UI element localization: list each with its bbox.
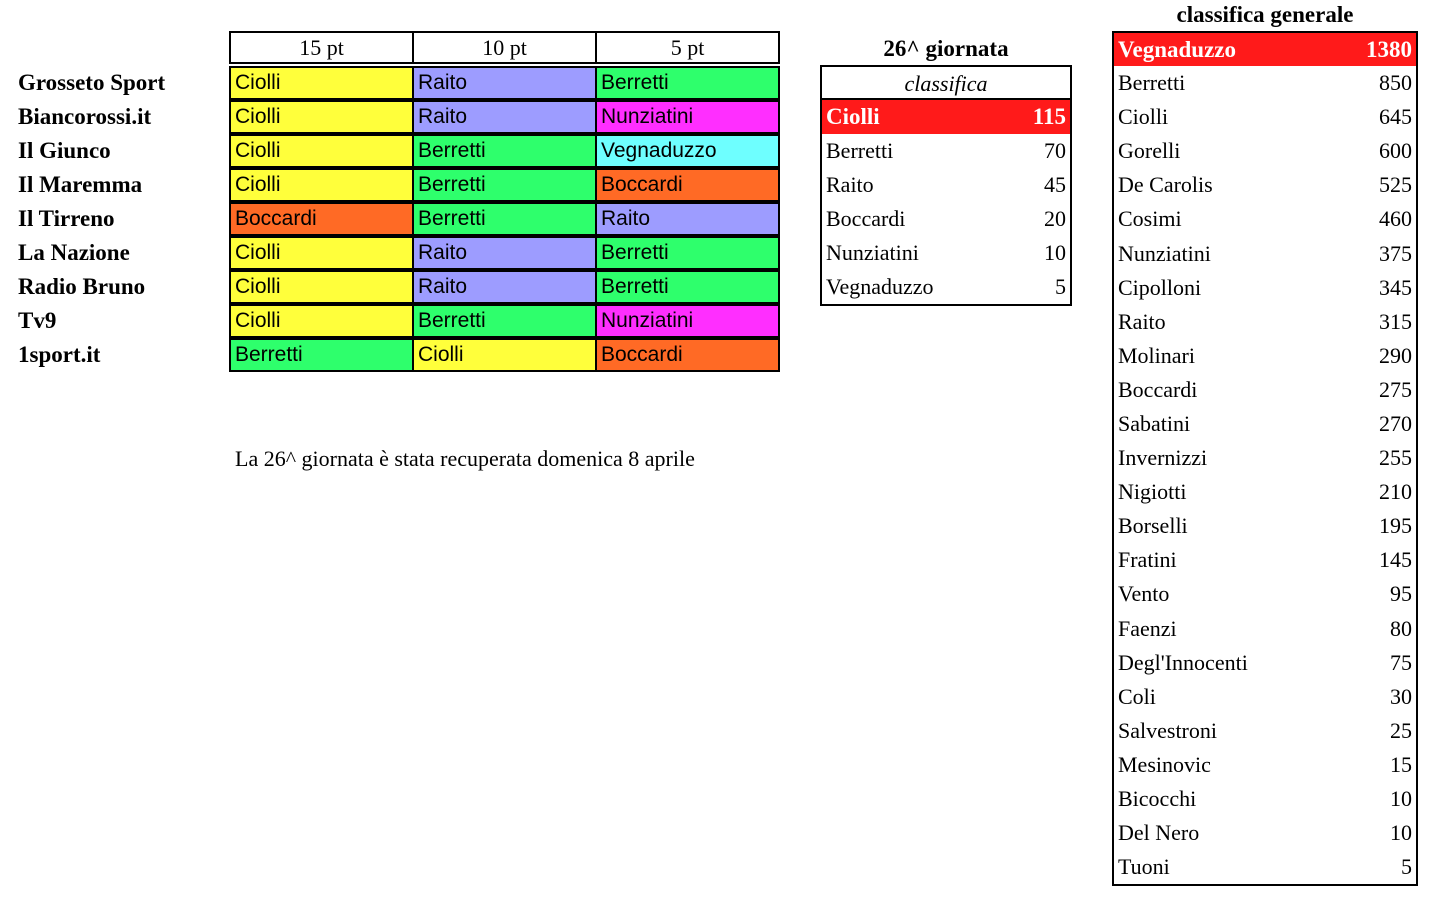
general-standing-points: 80 (1390, 615, 1412, 641)
general-standing-points: 5 (1401, 854, 1412, 880)
round-standing-name: Nunziatini (826, 240, 919, 265)
general-standing-name: Raito (1118, 308, 1166, 334)
round-standing-row (822, 202, 1070, 236)
round-standing-name: Boccardi (826, 206, 906, 231)
general-standing-row (1114, 543, 1416, 577)
round-standing-points: 70 (1044, 138, 1066, 163)
vote-cell: Berretti (412, 168, 597, 202)
general-standing-points: 195 (1379, 513, 1412, 539)
general-standing-points: 95 (1390, 581, 1412, 607)
general-standing-name: Gorelli (1118, 138, 1181, 164)
vote-cell: Ciolli (229, 304, 414, 338)
general-standing-points: 75 (1390, 649, 1412, 675)
vote-cell: Raito (412, 236, 597, 270)
general-standing-row (1114, 816, 1416, 850)
general-standing-name: Molinari (1118, 342, 1195, 368)
general-standing-row (1114, 33, 1416, 66)
vote-cell: Ciolli (229, 100, 414, 134)
outlet-label: Biancorossi.it (18, 104, 152, 129)
general-standing-row (1114, 612, 1416, 646)
general-standing-name: Nunziatini (1118, 240, 1211, 266)
general-standing-row (1114, 168, 1416, 202)
general-standing-points: 25 (1390, 717, 1412, 743)
general-standing-row (1114, 373, 1416, 407)
vote-cell: Nunziatini (595, 304, 780, 338)
outlet-label: Radio Bruno (18, 274, 146, 299)
general-standing-points: 210 (1379, 479, 1412, 505)
general-standing-row (1114, 66, 1416, 100)
general-standing-name: Nigiotti (1118, 479, 1187, 505)
general-standing-row (1114, 714, 1416, 748)
general-standing-name: Ciolli (1118, 104, 1169, 130)
general-standing-points: 145 (1379, 547, 1412, 573)
general-standing-points: 345 (1379, 274, 1412, 300)
general-standing-name: Vegnaduzzo (1118, 36, 1236, 62)
general-standing-row (1114, 680, 1416, 714)
general-standing-row (1114, 407, 1416, 441)
vote-cell: Ciolli (412, 338, 597, 372)
general-standing-name: Cipolloni (1118, 274, 1202, 300)
round-rows (822, 100, 1070, 304)
vote-cell: Berretti (595, 236, 780, 270)
general-standing-points: 30 (1390, 683, 1412, 709)
general-standing-points: 255 (1379, 445, 1412, 471)
general-standing-name: Sabatini (1118, 410, 1191, 436)
vote-cell: Berretti (595, 66, 780, 100)
outlet-label: 1sport.it (18, 342, 101, 367)
vote-cell: Raito (412, 66, 597, 100)
vote-cell: Ciolli (229, 270, 414, 304)
round-standing-points: 5 (1055, 274, 1066, 299)
general-standing-points: 315 (1379, 308, 1412, 334)
general-standing-points: 460 (1379, 206, 1412, 232)
round-title: 26^ giornata (883, 36, 1009, 61)
vote-cell: Berretti (595, 270, 780, 304)
general-standing-name: Tuoni (1118, 854, 1170, 880)
vote-cell: Ciolli (229, 134, 414, 168)
general-standing-row (1114, 577, 1416, 611)
round-standing-name: Berretti (826, 138, 894, 163)
round-standing-row (822, 270, 1070, 304)
recovery-note: La 26^ giornata è stata recuperata domenica 8 aprile (235, 446, 695, 471)
outlet-label: Tv9 (18, 308, 57, 333)
general-standing-name: De Carolis (1118, 172, 1213, 198)
vote-cell: Boccardi (595, 338, 780, 372)
round-standing-row (822, 134, 1070, 168)
vote-cell: Nunziatini (595, 100, 780, 134)
round-standing-points: 20 (1044, 206, 1066, 231)
general-standing-points: 270 (1379, 410, 1412, 436)
general-standing-points: 375 (1379, 240, 1412, 266)
vote-cell: Ciolli (229, 168, 414, 202)
general-standing-row (1114, 646, 1416, 680)
general-standing-row (1114, 100, 1416, 134)
general-title: classifica generale (1176, 2, 1354, 27)
general-standing-name: Invernizzi (1118, 445, 1208, 471)
points-header-1: 10 pt (412, 31, 597, 64)
vote-cell: Berretti (412, 134, 597, 168)
general-standing-name: Vento (1118, 581, 1170, 607)
general-standing-name: Degl'Innocenti (1118, 649, 1248, 675)
round-standing-name: Ciolli (826, 104, 880, 129)
round-standing-name: Raito (826, 172, 874, 197)
vote-cell: Berretti (229, 338, 414, 372)
outlet-label: Il Giunco (18, 138, 111, 163)
general-standing-row (1114, 850, 1416, 884)
vote-cell: Berretti (412, 202, 597, 236)
general-standing-row (1114, 202, 1416, 236)
general-standing-points: 525 (1379, 172, 1412, 198)
general-standing-row (1114, 475, 1416, 509)
general-standing-row (1114, 271, 1416, 305)
round-standing-points: 10 (1044, 240, 1066, 265)
general-standings-box (1112, 31, 1418, 886)
general-standing-name: Berretti (1118, 70, 1186, 96)
general-standing-name: Del Nero (1118, 820, 1200, 846)
vote-cell: Raito (595, 202, 780, 236)
general-standing-row (1114, 782, 1416, 816)
general-standing-row (1114, 748, 1416, 782)
general-standing-points: 1380 (1366, 36, 1412, 62)
general-standing-row (1114, 305, 1416, 339)
outlet-label: La Nazione (18, 240, 130, 265)
general-standing-name: Salvestroni (1118, 717, 1217, 743)
general-standing-row (1114, 134, 1416, 168)
round-standing-row (822, 236, 1070, 270)
general-standing-row (1114, 509, 1416, 543)
general-standing-name: Coli (1118, 683, 1156, 709)
round-standings-box (820, 65, 1072, 306)
general-standing-points: 645 (1379, 104, 1412, 130)
general-standing-points: 600 (1379, 138, 1412, 164)
general-standing-name: Cosimi (1118, 206, 1182, 232)
general-standing-points: 275 (1379, 376, 1412, 402)
outlet-label: Grosseto Sport (18, 70, 166, 95)
vote-cell: Vegnaduzzo (595, 134, 780, 168)
points-header-0: 15 pt (229, 31, 414, 64)
round-standing-row (822, 168, 1070, 202)
general-standing-row (1114, 339, 1416, 373)
general-standing-points: 850 (1379, 70, 1412, 96)
outlet-label: Il Maremma (18, 172, 143, 197)
general-standing-points: 15 (1390, 751, 1412, 777)
general-standing-name: Mesinovic (1118, 751, 1211, 777)
vote-cell: Raito (412, 270, 597, 304)
general-standing-points: 290 (1379, 342, 1412, 368)
general-standing-name: Borselli (1118, 513, 1188, 539)
general-standing-name: Boccardi (1118, 376, 1198, 402)
general-standing-row (1114, 441, 1416, 475)
general-standing-name: Fratini (1118, 547, 1177, 573)
vote-cell: Ciolli (229, 66, 414, 100)
round-standing-points: 115 (1032, 104, 1066, 129)
general-standing-name: Faenzi (1118, 615, 1177, 641)
general-standing-name: Bicocchi (1118, 786, 1197, 812)
vote-cell: Boccardi (595, 168, 780, 202)
points-header-2: 5 pt (595, 31, 780, 64)
vote-cell: Raito (412, 100, 597, 134)
general-standing-row (1114, 236, 1416, 270)
round-standing-row (822, 100, 1070, 134)
vote-cell: Berretti (412, 304, 597, 338)
round-subtitle: classifica (822, 67, 1070, 100)
outlet-label: Il Tirreno (18, 206, 115, 231)
vote-cell: Ciolli (229, 236, 414, 270)
general-standing-points: 10 (1390, 786, 1412, 812)
round-standing-name: Vegnaduzzo (826, 274, 934, 299)
general-standing-points: 10 (1390, 820, 1412, 846)
round-standing-points: 45 (1044, 172, 1066, 197)
vote-cell: Boccardi (229, 202, 414, 236)
